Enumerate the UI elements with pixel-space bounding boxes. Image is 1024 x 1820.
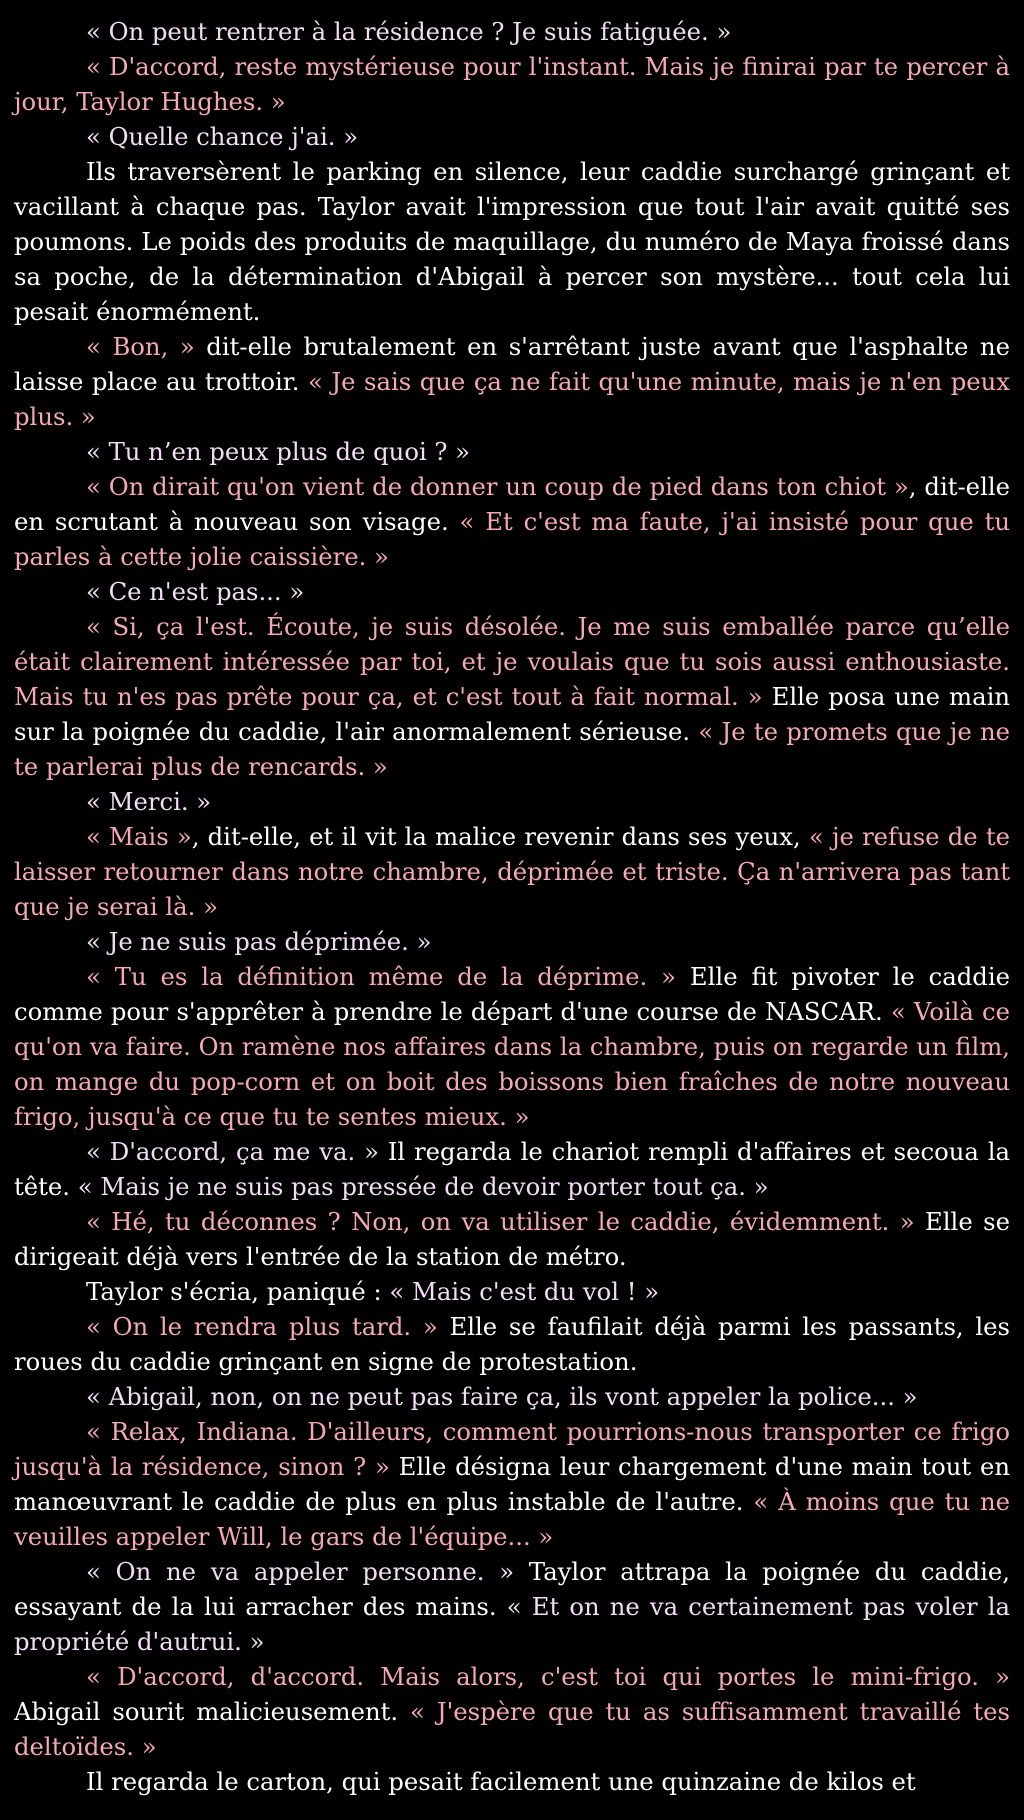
taylor-dialogue: « On ne va appeler personne. » xyxy=(86,1557,515,1586)
paragraph xyxy=(14,1554,1010,1659)
narration: Elle désigna leur chargement d'une main tout en manœuvrant le caddie de plus en plus instable de l'autre. xyxy=(14,1452,1010,1516)
paragraph xyxy=(14,819,1010,924)
narration: Ils traversèrent le parking en silence, leur caddie surchargé grinçant et vacillant à chaque pas. Taylor avait l'impression que tout l'air avait quitté ses poumons. Le poids des produits de maquillage, du numéro de Maya froissé dans sa poche, de la détermination d'Abigail à percer son mystère... tout cela lui pesait énormément. xyxy=(14,157,1010,326)
paragraph xyxy=(14,1309,1010,1379)
taylor-dialogue: « Mais c'est du vol ! » xyxy=(389,1277,660,1306)
paragraph xyxy=(14,1414,1010,1554)
abigail-dialogue: « Et c'est ma faute, j'ai insisté pour que tu parles à cette jolie caissière. » xyxy=(14,507,1010,571)
abigail-dialogue: « On le rendra plus tard. » xyxy=(86,1312,438,1341)
narration: Elle posa une main sur la poignée du caddie, l'air anormalement sérieuse. xyxy=(14,682,1010,746)
paragraph xyxy=(14,1204,1010,1274)
abigail-dialogue: « Relax, Indiana. D'ailleurs, comment pourrions-nous transporter ce frigo jusqu'à la résidence, sinon ? » xyxy=(14,1417,1010,1481)
narration: Taylor attrapa la poignée du caddie, essayant de la lui arracher des mains. xyxy=(14,1557,1011,1621)
narration: , dit-elle en scrutant à nouveau son visage. xyxy=(14,472,1010,536)
narration: Elle fit pivoter le caddie comme pour s'apprêter à prendre le départ d'une course de NASCAR. xyxy=(14,962,1010,1026)
paragraph xyxy=(14,1134,1010,1204)
abigail-dialogue: « Si, ça l'est. Écoute, je suis désolée. Je me suis emballée parce qu’elle était clairement intéressée par toi, et je voulais que tu sois aussi enthousiaste. Mais tu n'es pas prête pour ça, et c'est tout à fait normal. » xyxy=(14,612,1010,711)
paragraph xyxy=(14,329,1010,434)
paragraph xyxy=(14,434,1010,469)
taylor-dialogue: « Tu n’en peux plus de quoi ? » xyxy=(86,437,471,466)
narration: , dit-elle, et il vit la malice revenir dans ses yeux, xyxy=(191,822,809,851)
abigail-dialogue: « Je sais que ça ne fait qu'une minute, mais je n'en peux plus. » xyxy=(14,367,1010,431)
paragraph xyxy=(14,119,1010,154)
paragraph xyxy=(14,1659,1010,1764)
abigail-dialogue: « J'espère que tu as suffisamment travaillé tes deltoïdes. » xyxy=(14,1697,1010,1761)
abigail-dialogue: « Voilà ce qu'on va faire. On ramène nos affaires dans la chambre, puis on regarde un film, on mange du pop-corn et on boit des boissons bien fraîches de notre nouveau frigo, jusqu'à ce que tu te sentes mieux. » xyxy=(14,997,1010,1131)
abigail-dialogue: « Bon, » xyxy=(86,332,195,361)
taylor-dialogue: « Je ne suis pas déprimée. » xyxy=(86,927,432,956)
paragraph xyxy=(14,49,1010,119)
taylor-dialogue: « Quelle chance j'ai. » xyxy=(86,122,359,151)
taylor-dialogue: « Mais je ne suis pas pressée de devoir porter tout ça. » xyxy=(77,1172,769,1201)
paragraph xyxy=(14,1274,1010,1309)
paragraph xyxy=(14,609,1010,784)
abigail-dialogue: « On dirait qu'on vient de donner un coup de pied dans ton chiot » xyxy=(86,472,909,501)
taylor-dialogue: « D'accord, ça me va. » xyxy=(86,1137,379,1166)
narration: Elle se faufilait déjà parmi les passants, les roues du caddie grinçant en signe de protestation. xyxy=(14,1312,1010,1376)
paragraph xyxy=(14,959,1010,1134)
narration: Abigail sourit malicieusement. xyxy=(14,1697,411,1726)
abigail-dialogue: « Hé, tu déconnes ? Non, on va utiliser le caddie, évidemment. » xyxy=(86,1207,915,1236)
abigail-dialogue: « je refuse de te laisser retourner dans notre chambre, déprimée et triste. Ça n'arrivera pas tant que je serai là. » xyxy=(14,822,1011,921)
abigail-dialogue: « À moins que tu ne veuilles appeler Will, le gars de l'équipe... » xyxy=(14,1487,1010,1551)
paragraph xyxy=(14,784,1010,819)
taylor-dialogue: « Abigail, non, on ne peut pas faire ça, ils vont appeler la police... » xyxy=(86,1382,918,1411)
narration: Elle se dirigeait déjà vers l'entrée de la station de métro. xyxy=(14,1207,1010,1271)
paragraph xyxy=(14,924,1010,959)
paragraph xyxy=(14,1379,1010,1414)
taylor-dialogue: « Et on ne va certainement pas voler la propriété d'autrui. » xyxy=(14,1592,1011,1656)
paragraph xyxy=(14,14,1010,49)
abigail-dialogue: « D'accord, d'accord. Mais alors, c'est toi qui portes le mini-frigo. » xyxy=(86,1662,1010,1691)
abigail-dialogue: « Je te promets que je ne te parlerai plus de rencards. » xyxy=(14,717,1011,781)
taylor-dialogue: « On peut rentrer à la résidence ? Je suis fatiguée. » xyxy=(86,17,732,46)
narration: Il regarda le carton, qui pesait facilement une quinzaine de kilos et xyxy=(86,1767,916,1796)
narration: dit-elle brutalement en s'arrêtant juste avant que l'asphalte ne laisse place au trottoir. xyxy=(14,332,1010,396)
paragraph xyxy=(14,1764,1010,1799)
paragraph xyxy=(14,469,1010,574)
taylor-dialogue: « Ce n'est pas... » xyxy=(86,577,305,606)
abigail-dialogue: « Mais » xyxy=(86,822,192,851)
taylor-dialogue: « Merci. » xyxy=(86,787,212,816)
paragraph xyxy=(14,154,1010,329)
narration: Taylor s'écria, paniqué : xyxy=(86,1277,390,1306)
paragraph xyxy=(14,574,1010,609)
abigail-dialogue: « D'accord, reste mystérieuse pour l'instant. Mais je finirai par te percer à jour, Taylor Hughes. » xyxy=(14,52,1010,116)
narration: Il regarda le chariot rempli d'affaires et secoua la tête. xyxy=(14,1137,1010,1201)
abigail-dialogue: « Tu es la définition même de la déprime. » xyxy=(86,962,677,991)
